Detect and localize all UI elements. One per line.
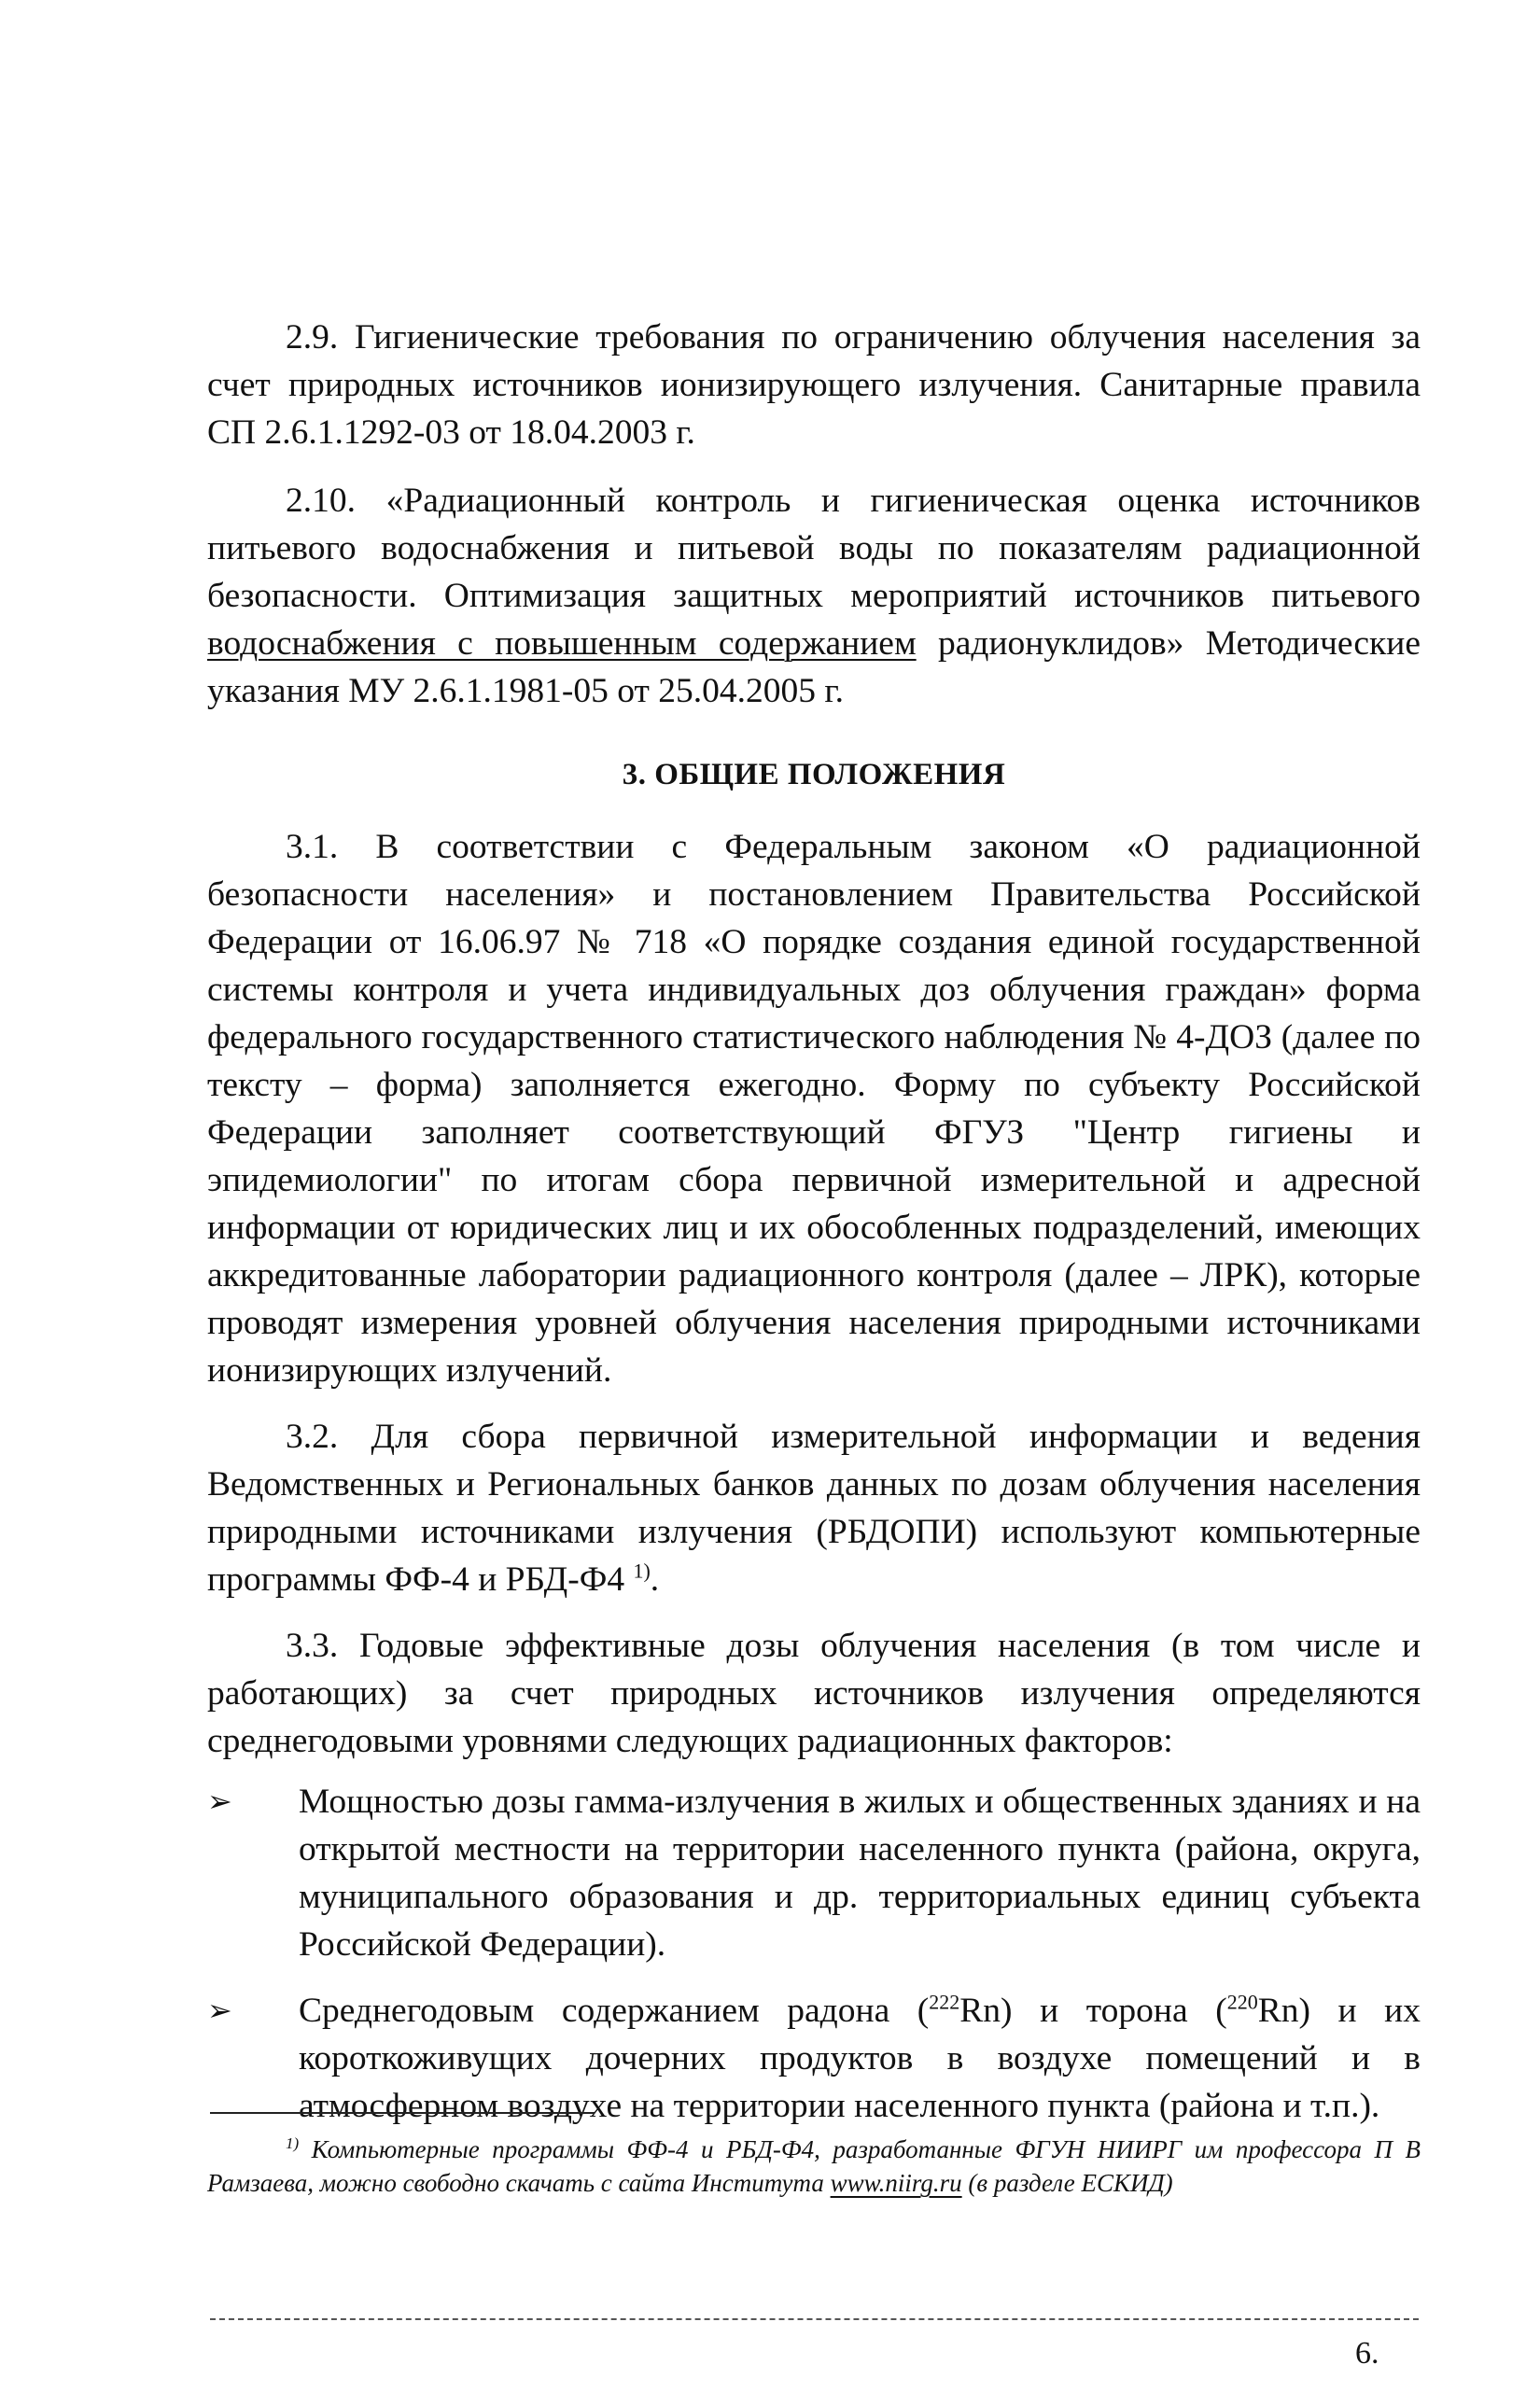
bottom-divider (210, 2318, 1419, 2320)
paragraph-3-2-end: . (650, 1560, 660, 1599)
paragraph-2-10-part-a: 2.10. «Радиационный контроль и гигиеническая оценка источников питьевого водоснабжения и питьевой воды по показателям радиационной безопасности. Оптимизация защитных мероприятий источников питьевого (207, 482, 1421, 615)
list-item-text (299, 1992, 1421, 2125)
list-item-text-part: Среднегодовым содержанием радона ( (299, 1992, 930, 2030)
footnote-text: Компьютерные программы ФФ-4 и РБД-Ф4, разработанные ФГУН НИИРГ им профессора П В Рамзаева, можно свободно скачать с сайта Института (207, 2135, 1421, 2197)
list-item (207, 1778, 1421, 1968)
arrow-bullet-icon: ➢ (207, 1784, 232, 1819)
paragraph-2-9: 2.9. Гигиенические требования по ограничению облучения населения за счет природных источников ионизирующего излучения. Санитарные правила СП 2.6.1.1292-03 от 18.04.2003 г. (207, 318, 1421, 452)
isotope-mass-number: 220 (1226, 1990, 1258, 2014)
factor-list (207, 1778, 1421, 2130)
list-item-text-part: Rn) и их короткоживущих дочерних продуктов в воздухе помещений и в атмосферном воздухе на территории населенного пункта (района и т.п.). (299, 1992, 1421, 2125)
isotope-mass-number: 222 (929, 1990, 960, 2014)
arrow-bullet-icon: ➢ (207, 1993, 232, 2028)
footnote (207, 2133, 1421, 2200)
page-content (207, 314, 1421, 2148)
paragraph-3-3: 3.3. Годовые эффективные дозы облучения населения (в том числе и работающих) за счет природных источников излучения определяются среднегодовыми уровнями следующих радиационных факторов: (207, 1627, 1421, 1760)
paragraph-2-10-underlined: водоснабжения с повышенным содержанием (207, 624, 917, 663)
footnote-reference: 1) (633, 1559, 651, 1583)
page-number: 6. (1355, 2336, 1379, 2371)
list-item-text: Мощностью дозы гамма-излучения в жилых и общественных зданиях и на открытой местности на территории населенного пункта (района, округа, муниципального образования и др. территориальных единиц субъекта Российской Федерации). (299, 1783, 1421, 1964)
list-item (207, 1987, 1421, 2130)
footnote-divider (210, 2112, 595, 2114)
paragraph-3-2-text: 3.2. Для сбора первичной измерительной информации и ведения Ведомственных и Региональных банков данных по дозам облучения населения природными источниками излучения (РБДОПИ) используют компьютерные программы ФФ-4 и РБД-Ф4 (207, 1418, 1421, 1599)
paragraph-2-10-part-b: радионуклидов» Методические указания МУ 2.6.1.1981-05 от 25.04.2005 г. (207, 624, 1421, 710)
paragraph-3-2 (207, 1413, 1421, 1603)
footnote-text-end: (в разделе ЕСКИД) (961, 2169, 1173, 2197)
paragraph-2-10 (207, 477, 1421, 715)
paragraph-3-1: 3.1. В соответствии с Федеральным законом «О радиационной безопасности населения» и постановлением Правительства Российской Федерации от 16.06.97 № 718 «О порядке создания единой государственной системы контроля и учета индивидуальных доз облучения граждан» форма федерального государственного статистического наблюдения № 4-ДОЗ (далее по тексту – форма) заполняется ежегодно. Форму по субъекту Российской Федерации заполняет соответствующий ФГУЗ "Центр гигиены и эпидемиологии" по итогам сбора первичной измерительной и адресной информации от юридических лиц и их обособленных подразделений, имеющих аккредитованные лаборатории радиационного контроля (далее – ЛРК), которые проводят измерения уровней облучения населения природными источниками ионизирующих излучений. (207, 828, 1421, 1390)
footnote-link[interactable]: www.niirg.ru (830, 2169, 962, 2197)
section-heading: 3. ОБЩИЕ ПОЛОЖЕНИЯ (622, 758, 1006, 791)
footnote-marker: 1) (286, 2134, 300, 2152)
list-item-text-part: Rn) и торона ( (959, 1992, 1227, 2030)
